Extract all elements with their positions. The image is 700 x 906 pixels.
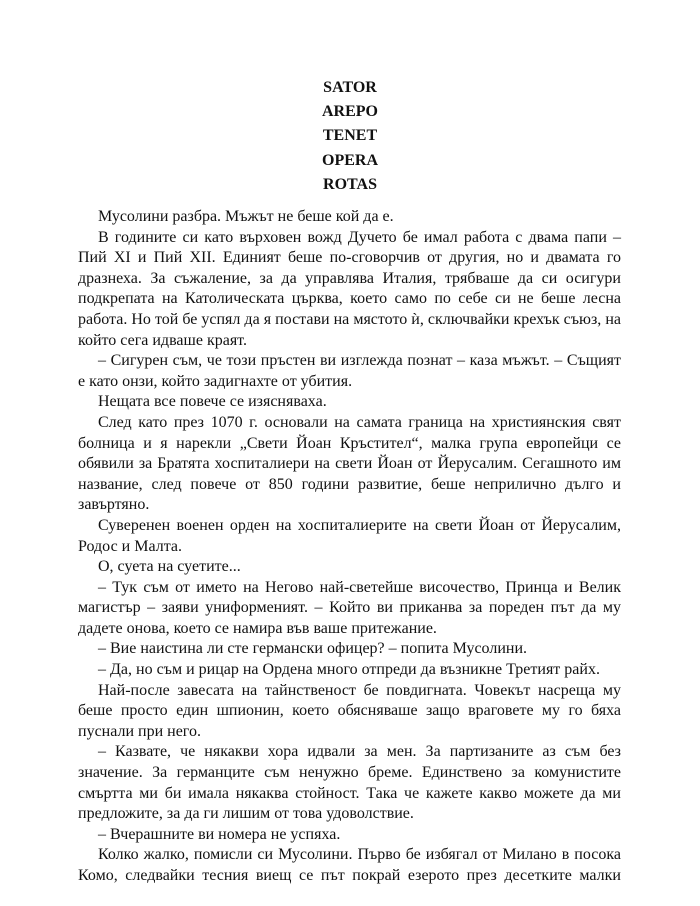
dialogue-paragraph: – Вие наистина ли сте германски офицер? – попита Мусолини. xyxy=(98,640,528,658)
body-text xyxy=(78,207,621,887)
tenet-word: TENET xyxy=(322,127,378,145)
paragraph: Нещата все повече се изясняваха. xyxy=(98,393,327,411)
dialogue-paragraph: – Да, но съм и рицар на Ордена много отпреди да възникне Третият райх. xyxy=(98,661,600,679)
paragraph: Най-после завесата на тайнственост бе повдигната. Човекът насреща му беше просто един шпионин, което обясняваше защо враговете му го бяха пуснали при него. xyxy=(78,681,621,740)
dialogue-paragraph: – Сигурен съм, че този пръстен ви изглежда познат – каза мъжът. – Същият е като онзи, който задигнахте от убития. xyxy=(78,352,621,390)
opera-word: OPERA xyxy=(322,151,378,169)
paragraph: Суверенен военен орден на хоспиталиерите на свети Йоан от Йерусалим, Родос и Малта. xyxy=(78,516,621,555)
dialogue-paragraph: – Казвате, че някакви хора идвали за мен. За партизаните аз съм без значение. За германците съм ненужно бреме. Единствено за комунистите смъртта ми би имала някаква стойност. Така че кажете какво можете да ми предложите, за да ги лишим от това удоволствие. xyxy=(78,743,621,823)
paragraph: В годините си като върховен вожд Дучето бе имал работа с двама папи – Пий XI и Пий XII. Единият беше по-сговорчив от другия, но и двамата го дразнеха. За съжаление, за да управлява Италия, трябваше да си осигури подкрепата на Католическата църква, което само по себе си не беше лесна работа. Но той бе успял да я постави на мястото ѝ, сключвайки крехък съюз, на който сега идваше краят. xyxy=(78,228,621,349)
paragraph: След като през 1070 г. основали на самата граница на християнския свят болница и я нарекли „Свети Йоан Кръстител“, малка група европейци се обявили за Братята хоспиталиери на свети Йоан от Йерусалим. Сегашното им название, след повече от 850 години развитие, беше неприлично дълго и завъртяно. xyxy=(78,413,621,514)
arepo-word: AREPO xyxy=(322,103,378,121)
sator-word: SATOR xyxy=(323,79,377,96)
dialogue-paragraph: – Тук съм от името на Негово най-светейше височество, Принца и Велик магистър – заяви униформеният. – Който ви приканва за пореден път да му дадете онова, което се намира във ваше притежание. xyxy=(78,578,621,637)
paragraph: Мусолини разбра. Мъжът не беше кой да е. xyxy=(98,208,394,225)
sator-square-heading xyxy=(0,76,700,197)
paragraph: Колко жалко, помисли си Мусолини. Първо бе избягал от Милано в посока Комо, следвайки тесния виещ се път покрай езерото през десетките малки xyxy=(78,846,621,884)
paragraph: О, суета на суетите... xyxy=(98,558,241,576)
dialogue-paragraph: – Вчерашните ви номера не успяха. xyxy=(98,825,341,843)
rotas-word: ROTAS xyxy=(323,175,377,193)
